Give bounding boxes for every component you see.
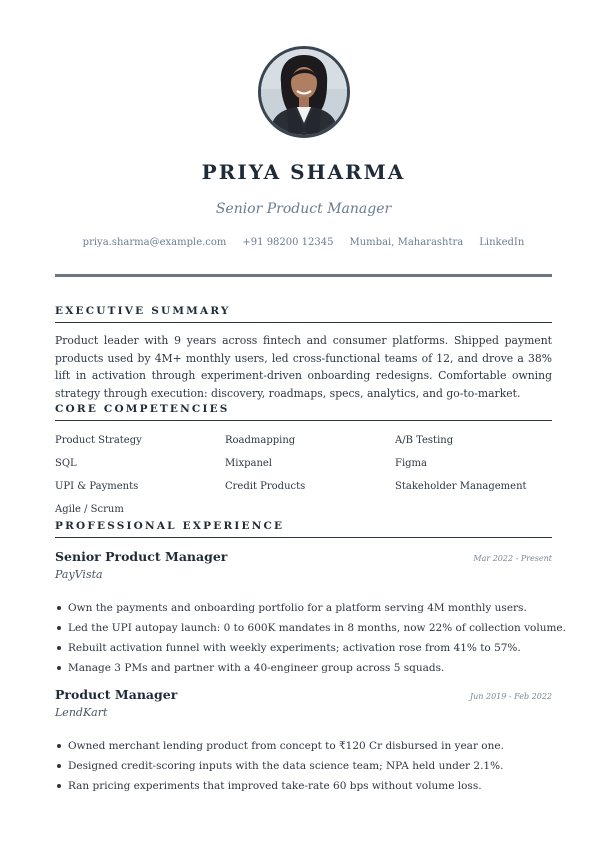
skill-item: Roadmapping <box>225 435 296 446</box>
section-title-experience: PROFESSIONAL EXPERIENCE <box>55 520 552 538</box>
person-portrait-icon <box>261 49 347 135</box>
contact-location: Mumbai, Maharashtra <box>349 237 464 248</box>
bullet-text: Owned merchant lending product from concept to ₹120 Cr disbursed in year one. <box>68 740 504 752</box>
bullet-item <box>55 736 552 756</box>
skill-item: A/B Testing <box>395 435 454 446</box>
candidate-name: PRIYA SHARMA <box>201 160 406 184</box>
contact-phone[interactable]: +91 98200 12345 <box>242 237 334 248</box>
skill-item: Stakeholder Management <box>395 481 527 492</box>
resume-page <box>55 0 566 860</box>
skill-item: UPI & Payments <box>55 481 139 492</box>
bullet-text: Own the payments and onboarding portfolio for a platform serving 4M monthly users. <box>68 602 527 614</box>
skill-item: Product Strategy <box>55 435 142 446</box>
job-bullets <box>55 736 552 796</box>
job-title: Product Manager <box>55 687 178 702</box>
bullet-text: Rebuilt activation funnel with weekly experiments; activation rose from 41% to 57%. <box>68 642 521 654</box>
profile-photo <box>258 46 350 138</box>
bullet-text: Designed credit-scoring inputs with the data science team; NPA held under 2.1%. <box>68 760 504 772</box>
bullet-dot-icon <box>57 646 61 650</box>
bullet-item <box>55 658 552 678</box>
company-name: LendKart <box>55 706 108 719</box>
skill-item: Credit Products <box>225 481 306 492</box>
bullet-dot-icon <box>57 606 61 610</box>
skill-item: SQL <box>55 458 77 469</box>
job-dates: Mar 2022 - Present <box>473 554 552 563</box>
job-entry <box>55 687 552 796</box>
bullet-item <box>55 598 552 618</box>
bullet-item <box>55 776 552 796</box>
skill-item: Mixpanel <box>225 458 272 469</box>
bullet-item <box>55 756 552 776</box>
summary-text: Product leader with 9 years across fintech and consumer platforms. Shipped payment products used by 4M+ monthly users, led cross-functional teams of 12, and drove a 38% lift in activation through experiment-driven onboarding redesigns. Comfortable owning strategy through execution: discovery, roadmaps, specs, analytics, and go-to-market. <box>55 334 552 400</box>
bullet-item <box>55 618 566 638</box>
bullet-dot-icon <box>57 666 61 670</box>
section-title-summary: EXECUTIVE SUMMARY <box>55 305 552 323</box>
job-bullets <box>55 598 566 678</box>
bullet-dot-icon <box>57 764 61 768</box>
bullet-text: Manage 3 PMs and partner with a 40-engineer group across 5 squads. <box>68 662 445 674</box>
bullet-dot-icon <box>57 784 61 788</box>
contact-email[interactable]: priya.sharma@example.com <box>82 237 227 248</box>
bullet-dot-icon <box>57 744 61 748</box>
job-dates: Jun 2019 - Feb 2022 <box>469 692 552 701</box>
skill-item: Figma <box>395 458 427 469</box>
contact-line <box>55 237 552 248</box>
contact-linkedin-link[interactable]: LinkedIn <box>479 237 525 248</box>
job-entry <box>55 549 566 678</box>
bullet-text: Ran pricing experiments that improved take-rate 60 bps without volume loss. <box>68 780 482 792</box>
bullet-dot-icon <box>57 626 61 630</box>
bullet-item <box>55 638 552 658</box>
header-divider <box>55 274 552 277</box>
skill-item: Agile / Scrum <box>55 504 124 515</box>
section-title-competencies: CORE COMPETENCIES <box>55 403 552 421</box>
job-title: Senior Product Manager <box>55 549 228 564</box>
bullet-text: Led the UPI autopay launch: 0 to 600K mandates in 8 months, now 22% of collection volume. <box>68 622 566 634</box>
candidate-role: Senior Product Manager <box>215 201 392 217</box>
company-name: PayVista <box>55 568 103 581</box>
competencies-grid <box>55 433 552 518</box>
